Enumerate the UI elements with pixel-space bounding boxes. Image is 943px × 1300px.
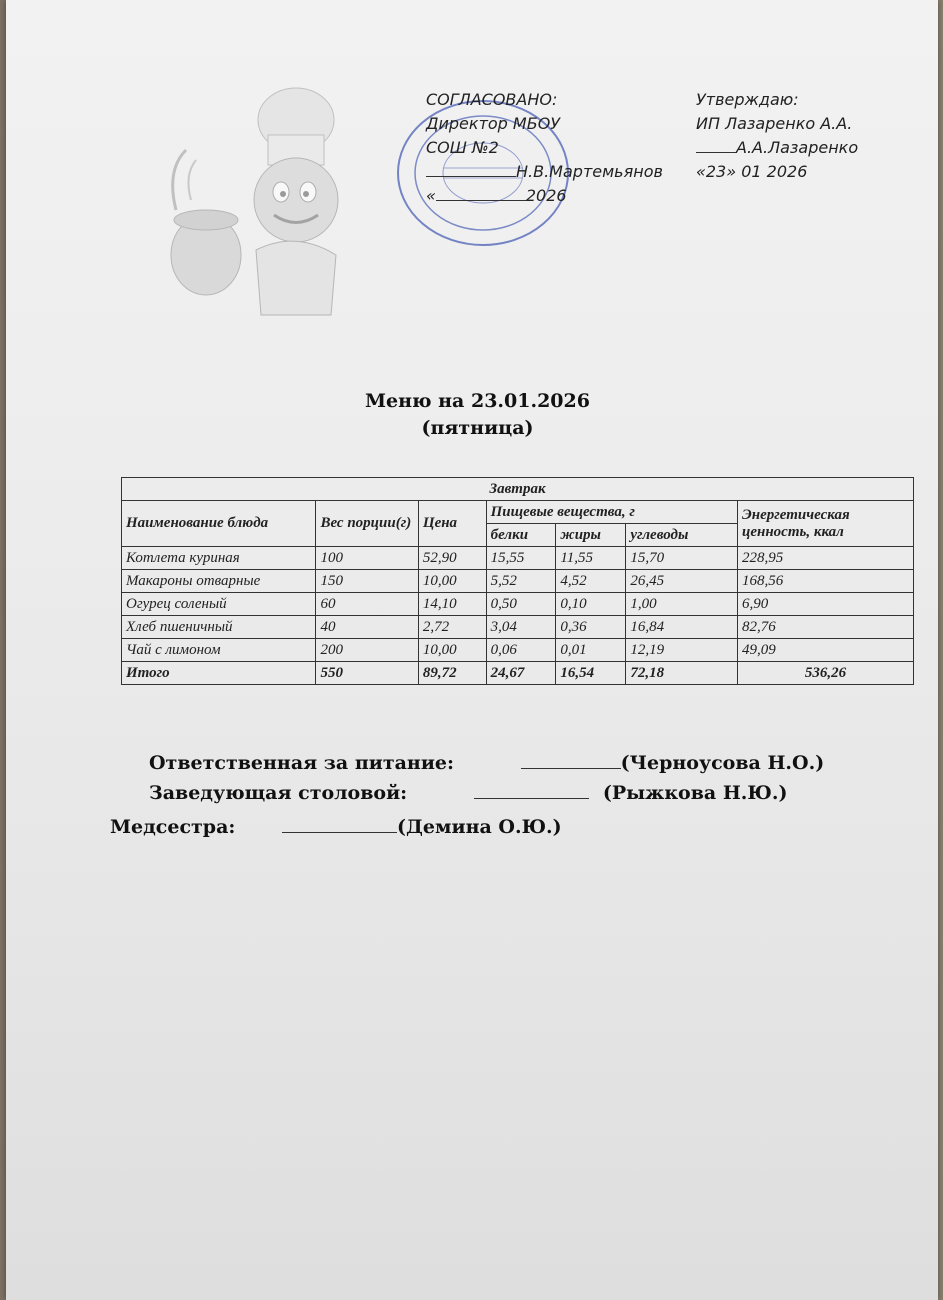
cell-weight: 100	[316, 547, 418, 570]
signature-role: Ответственная за питание:	[149, 752, 455, 774]
cell-weight: 150	[316, 570, 418, 593]
cell-dish: Хлеб пшеничный	[122, 616, 316, 639]
cell-price: 10,00	[418, 639, 486, 662]
approval-right-heading: Утверждаю:	[696, 90, 799, 109]
menu-title: Меню на 23.01.2026	[365, 390, 590, 412]
cell-fat: 11,55	[556, 547, 626, 570]
table-row	[122, 547, 914, 570]
cell-protein: 3,04	[486, 616, 556, 639]
cell-weight: 60	[316, 593, 418, 616]
cell-dish: Огурец соленый	[122, 593, 316, 616]
cell-energy: 49,09	[738, 639, 914, 662]
signature-name: (Черноусова Н.О.)	[620, 752, 825, 774]
cell-price: 52,90	[418, 547, 486, 570]
col-weight: Вес порции(г)	[316, 501, 418, 547]
table-row	[122, 639, 914, 662]
menu-day: (пятница)	[421, 417, 534, 439]
col-carbs: углеводы	[626, 524, 738, 547]
approval-left-name: Н.В.Мартемьянов	[516, 162, 663, 181]
cell-energy: 228,95	[738, 547, 914, 570]
total-row	[122, 662, 914, 685]
cell-carbs: 15,70	[626, 547, 738, 570]
cell-energy: 82,76	[738, 616, 914, 639]
approval-right-position: ИП Лазаренко А.А.	[696, 114, 853, 133]
cell-price: 10,00	[418, 570, 486, 593]
table-row	[122, 570, 914, 593]
approval-left-org: СОШ №2	[426, 138, 499, 157]
table-row	[122, 593, 914, 616]
cell-fat: 0,01	[556, 639, 626, 662]
col-dish: Наименование блюда	[122, 501, 316, 547]
total-label: Итого	[122, 662, 316, 685]
cell-price: 2,72	[418, 616, 486, 639]
total-price: 89,72	[418, 662, 486, 685]
total-energy: 536,26	[738, 662, 914, 685]
canteen-head-signature-row	[149, 782, 787, 804]
total-carbs: 72,18	[626, 662, 738, 685]
cell-energy: 6,90	[738, 593, 914, 616]
col-fat: жиры	[556, 524, 626, 547]
total-weight: 550	[316, 662, 418, 685]
approval-right-signature-line	[696, 136, 936, 160]
col-nutrients: Пищевые вещества, г	[486, 501, 737, 524]
cell-weight: 200	[316, 639, 418, 662]
cell-carbs: 16,84	[626, 616, 738, 639]
cell-dish: Макароны отварные	[122, 570, 316, 593]
signature-role: Медсестра:	[110, 816, 236, 838]
cell-carbs: 12,19	[626, 639, 738, 662]
nurse-signature-row	[110, 816, 562, 838]
chef-illustration	[156, 80, 346, 320]
cell-fat: 4,52	[556, 570, 626, 593]
cell-protein: 0,50	[486, 593, 556, 616]
approval-left-date: « 2026	[426, 186, 567, 205]
total-protein: 24,67	[486, 662, 556, 685]
cell-protein: 0,06	[486, 639, 556, 662]
approval-right-name: А.А.Лазаренко	[736, 138, 859, 157]
cell-protein: 5,52	[486, 570, 556, 593]
cell-fat: 0,36	[556, 616, 626, 639]
cell-fat: 0,10	[556, 593, 626, 616]
cell-carbs: 26,45	[626, 570, 738, 593]
col-protein: белки	[486, 524, 556, 547]
total-fat: 16,54	[556, 662, 626, 685]
signature-name: (Рыжкова Н.Ю.)	[602, 782, 788, 804]
menu-table	[121, 477, 914, 685]
signature-name: (Демина О.Ю.)	[397, 816, 562, 838]
cell-carbs: 1,00	[626, 593, 738, 616]
cell-energy: 168,56	[738, 570, 914, 593]
col-price: Цена	[418, 501, 486, 547]
approval-right-date: «23» 01 2026	[696, 162, 808, 181]
approval-left-position: Директор МБОУ	[426, 114, 561, 133]
approval-left-signature-line	[426, 160, 663, 184]
approval-left-heading: СОГЛАСОВАНО:	[426, 90, 558, 109]
cell-dish: Чай с лимоном	[122, 639, 316, 662]
approval-left-block	[426, 88, 663, 208]
signature-role: Заведующая столовой:	[149, 782, 408, 804]
cell-price: 14,10	[418, 593, 486, 616]
meal-header: Завтрак	[122, 478, 914, 501]
responsible-signature-row	[149, 752, 824, 774]
cell-dish: Котлета куриная	[122, 547, 316, 570]
cell-weight: 40	[316, 616, 418, 639]
approval-right-block	[696, 88, 936, 184]
table-row	[122, 616, 914, 639]
col-energy: Энергетическая ценность, ккал	[738, 501, 914, 547]
cell-protein: 15,55	[486, 547, 556, 570]
document-page	[6, 0, 938, 1300]
